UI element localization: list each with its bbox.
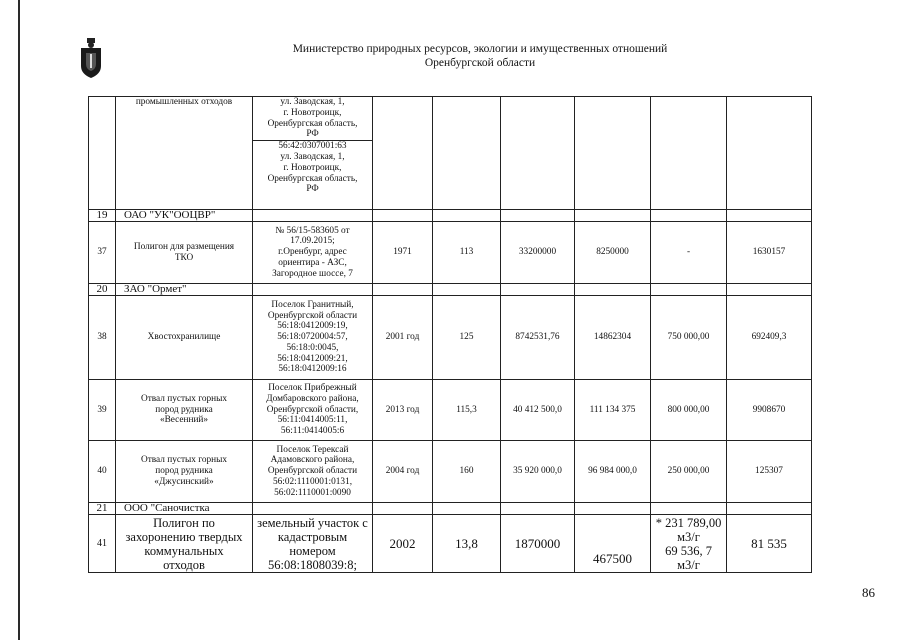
text-line: Поселок Прибрежный — [268, 383, 357, 393]
text-line: Отвал пустых горных — [141, 393, 227, 404]
cell-c6: 111 134 375 — [575, 380, 651, 441]
text-line: 17.09.2015; — [290, 236, 335, 247]
cell-name — [116, 441, 253, 503]
cell-year — [373, 97, 433, 210]
cell-name — [116, 296, 253, 380]
cell-num — [89, 97, 116, 210]
cell-year: 2004 год — [373, 441, 433, 503]
cell-c8: 81 535 — [727, 515, 812, 573]
text-line: г. Новотроицк, — [283, 107, 342, 118]
text-line: отходов — [163, 557, 205, 572]
cell-name — [116, 380, 253, 441]
text-line: Загородное шоссе, 7 — [272, 268, 353, 279]
cell-c6 — [575, 97, 651, 210]
cell-c5: 8742531,76 — [501, 296, 575, 380]
table-row — [89, 441, 812, 503]
text-line: г.Оренбург, адрес — [278, 247, 347, 258]
text-line: г. Новотроицк, — [283, 162, 342, 173]
table-row — [89, 515, 812, 573]
org-number: 21 — [89, 503, 116, 515]
cell-c4: 113 — [433, 222, 501, 284]
text-line: 56:42:0307001:63 — [278, 141, 347, 152]
table-row-organization — [89, 284, 812, 296]
cell-c4: 115,3 — [433, 380, 501, 441]
text-line: земельный участок с — [257, 515, 368, 530]
cell-location — [253, 222, 373, 284]
org-number: 19 — [89, 210, 116, 222]
text-line: Полигон для размещения — [133, 241, 235, 252]
text-line: Оренбургской области — [267, 466, 358, 477]
cell-location — [253, 380, 373, 441]
cell-c7 — [651, 97, 727, 210]
text-line: захоронению твердых — [125, 529, 243, 544]
cell-c5: 1870000 — [501, 515, 575, 573]
text-line: Поселок Гранитный, — [271, 299, 354, 310]
cell-c8 — [727, 97, 812, 210]
cell-c6: 96 984 000,0 — [575, 441, 651, 503]
cell-name — [116, 222, 253, 284]
text-line: 56:02:1110001:0131, — [272, 476, 353, 487]
cell-c8: 1630157 — [727, 222, 812, 284]
text-line: номером — [289, 543, 336, 558]
text-line: «Весенний» — [159, 415, 209, 426]
text-line: ТКО — [174, 252, 194, 263]
cell-c4: 13,8 — [433, 515, 501, 573]
cell-c5: 33200000 — [501, 222, 575, 284]
text-line: * 231 789,00 — [655, 515, 722, 530]
text-line: ориентира - АЗС, — [278, 257, 347, 268]
text-line: Оренбургская область, — [267, 173, 358, 184]
text-line: пород рудника — [155, 466, 213, 477]
cell-c7 — [651, 515, 727, 573]
cell-year: 2001 год — [373, 296, 433, 380]
text-line: Оренбургской области — [267, 310, 358, 321]
cell-c6: 8250000 — [575, 222, 651, 284]
text-line: Адамовского района, — [270, 455, 355, 466]
cell-c7: 800 000,00 — [651, 380, 727, 441]
text-line: м3/г — [677, 529, 700, 544]
text-line: Оренбургской области, — [266, 404, 359, 415]
table-row-continuation — [89, 97, 812, 210]
table-row — [89, 296, 812, 380]
cell-num: 39 — [89, 380, 116, 441]
cell-num: 38 — [89, 296, 116, 380]
scan-edge-line — [18, 0, 20, 640]
text-line: Оренбургская область, — [267, 118, 358, 129]
coat-of-arms-icon — [78, 38, 104, 78]
header-line-2: Оренбургской области — [424, 57, 536, 69]
text-line: 69 536, 7 — [665, 543, 712, 558]
cell-c5 — [501, 97, 575, 210]
text-line: Хвостохранилище — [147, 332, 221, 343]
cell-location — [253, 97, 373, 210]
cell-c6: 467500 — [575, 515, 651, 573]
org-name: ООО "Саночистка — [116, 503, 253, 515]
cell-c7: 250 000,00 — [651, 441, 727, 503]
cell-year: 1971 — [373, 222, 433, 284]
cell-c6: 14862304 — [575, 296, 651, 380]
ministry-header — [230, 42, 730, 70]
location-block-1 — [255, 97, 370, 140]
text-line: ул. Заводская, 1, — [280, 97, 345, 107]
text-line: 56:18:0412009:16 — [278, 364, 347, 375]
org-name: ЗАО "Ормет" — [116, 284, 253, 296]
text-line: ул. Заводская, 1, — [280, 151, 345, 162]
cell-c8: 125307 — [727, 441, 812, 503]
cell-num: 41 — [89, 515, 116, 573]
page-number: 86 — [862, 585, 875, 600]
cell-year: 2013 год — [373, 380, 433, 441]
cell-year: 2002 — [373, 515, 433, 573]
text-line: Отвал пустых горных — [141, 455, 227, 466]
text-line: кадастровым — [277, 529, 348, 544]
header-line-1: Министерство природных ресурсов, экологии и имущественных отношений — [292, 43, 668, 55]
cell-name: промышленных отходов — [116, 97, 253, 210]
cell-name — [116, 515, 253, 573]
table-row — [89, 222, 812, 284]
table-row-organization — [89, 503, 812, 515]
cell-c8: 9908670 — [727, 380, 812, 441]
cell-num: 37 — [89, 222, 116, 284]
org-name: ОАО "УК"ООЦВР" — [116, 210, 253, 222]
table-row — [89, 380, 812, 441]
text-line: м3/г — [677, 557, 700, 572]
text-line: РФ — [306, 129, 319, 140]
text-line: 56:11:0414005:6 — [280, 426, 345, 437]
text-line: 56:11:0414005:11, — [277, 415, 348, 426]
waste-sites-table — [88, 96, 812, 573]
cell-c5: 40 412 500,0 — [501, 380, 575, 441]
cell-location — [253, 515, 373, 573]
cell-c7: - — [651, 222, 727, 284]
text-line: пород рудника — [155, 404, 213, 415]
cell-num: 40 — [89, 441, 116, 503]
text-line: 56:08:1808039:8; — [268, 557, 357, 572]
cell-c4 — [433, 97, 501, 210]
table-row-organization — [89, 210, 812, 222]
cell-location — [253, 296, 373, 380]
text-line: 56:18:0412009:19, — [277, 321, 348, 332]
cell-c4: 160 — [433, 441, 501, 503]
text-line: 56:18:0412009:21, — [277, 353, 348, 364]
text-line: «Джусинский» — [154, 476, 214, 487]
text-line: коммунальных — [144, 543, 224, 558]
cell-c4: 125 — [433, 296, 501, 380]
cell-c7: 750 000,00 — [651, 296, 727, 380]
text-line: Поселок Терексай — [276, 444, 349, 455]
text-line: 56:02:1110001:0090 — [274, 487, 351, 498]
text-line: 56:18:0720004:57, — [277, 332, 348, 343]
cell-location — [253, 441, 373, 503]
cell-c5: 35 920 000,0 — [501, 441, 575, 503]
text-line: Домбаровского района, — [266, 393, 359, 404]
cell-c8: 692409,3 — [727, 296, 812, 380]
text-line: 56:18:0:0045, — [286, 342, 339, 353]
text-line: РФ — [306, 184, 319, 195]
location-block-2 — [253, 140, 372, 195]
org-number: 20 — [89, 284, 116, 296]
text-line: № 56/15-583605 от — [275, 225, 350, 236]
text-line: Полигон по — [153, 515, 215, 530]
